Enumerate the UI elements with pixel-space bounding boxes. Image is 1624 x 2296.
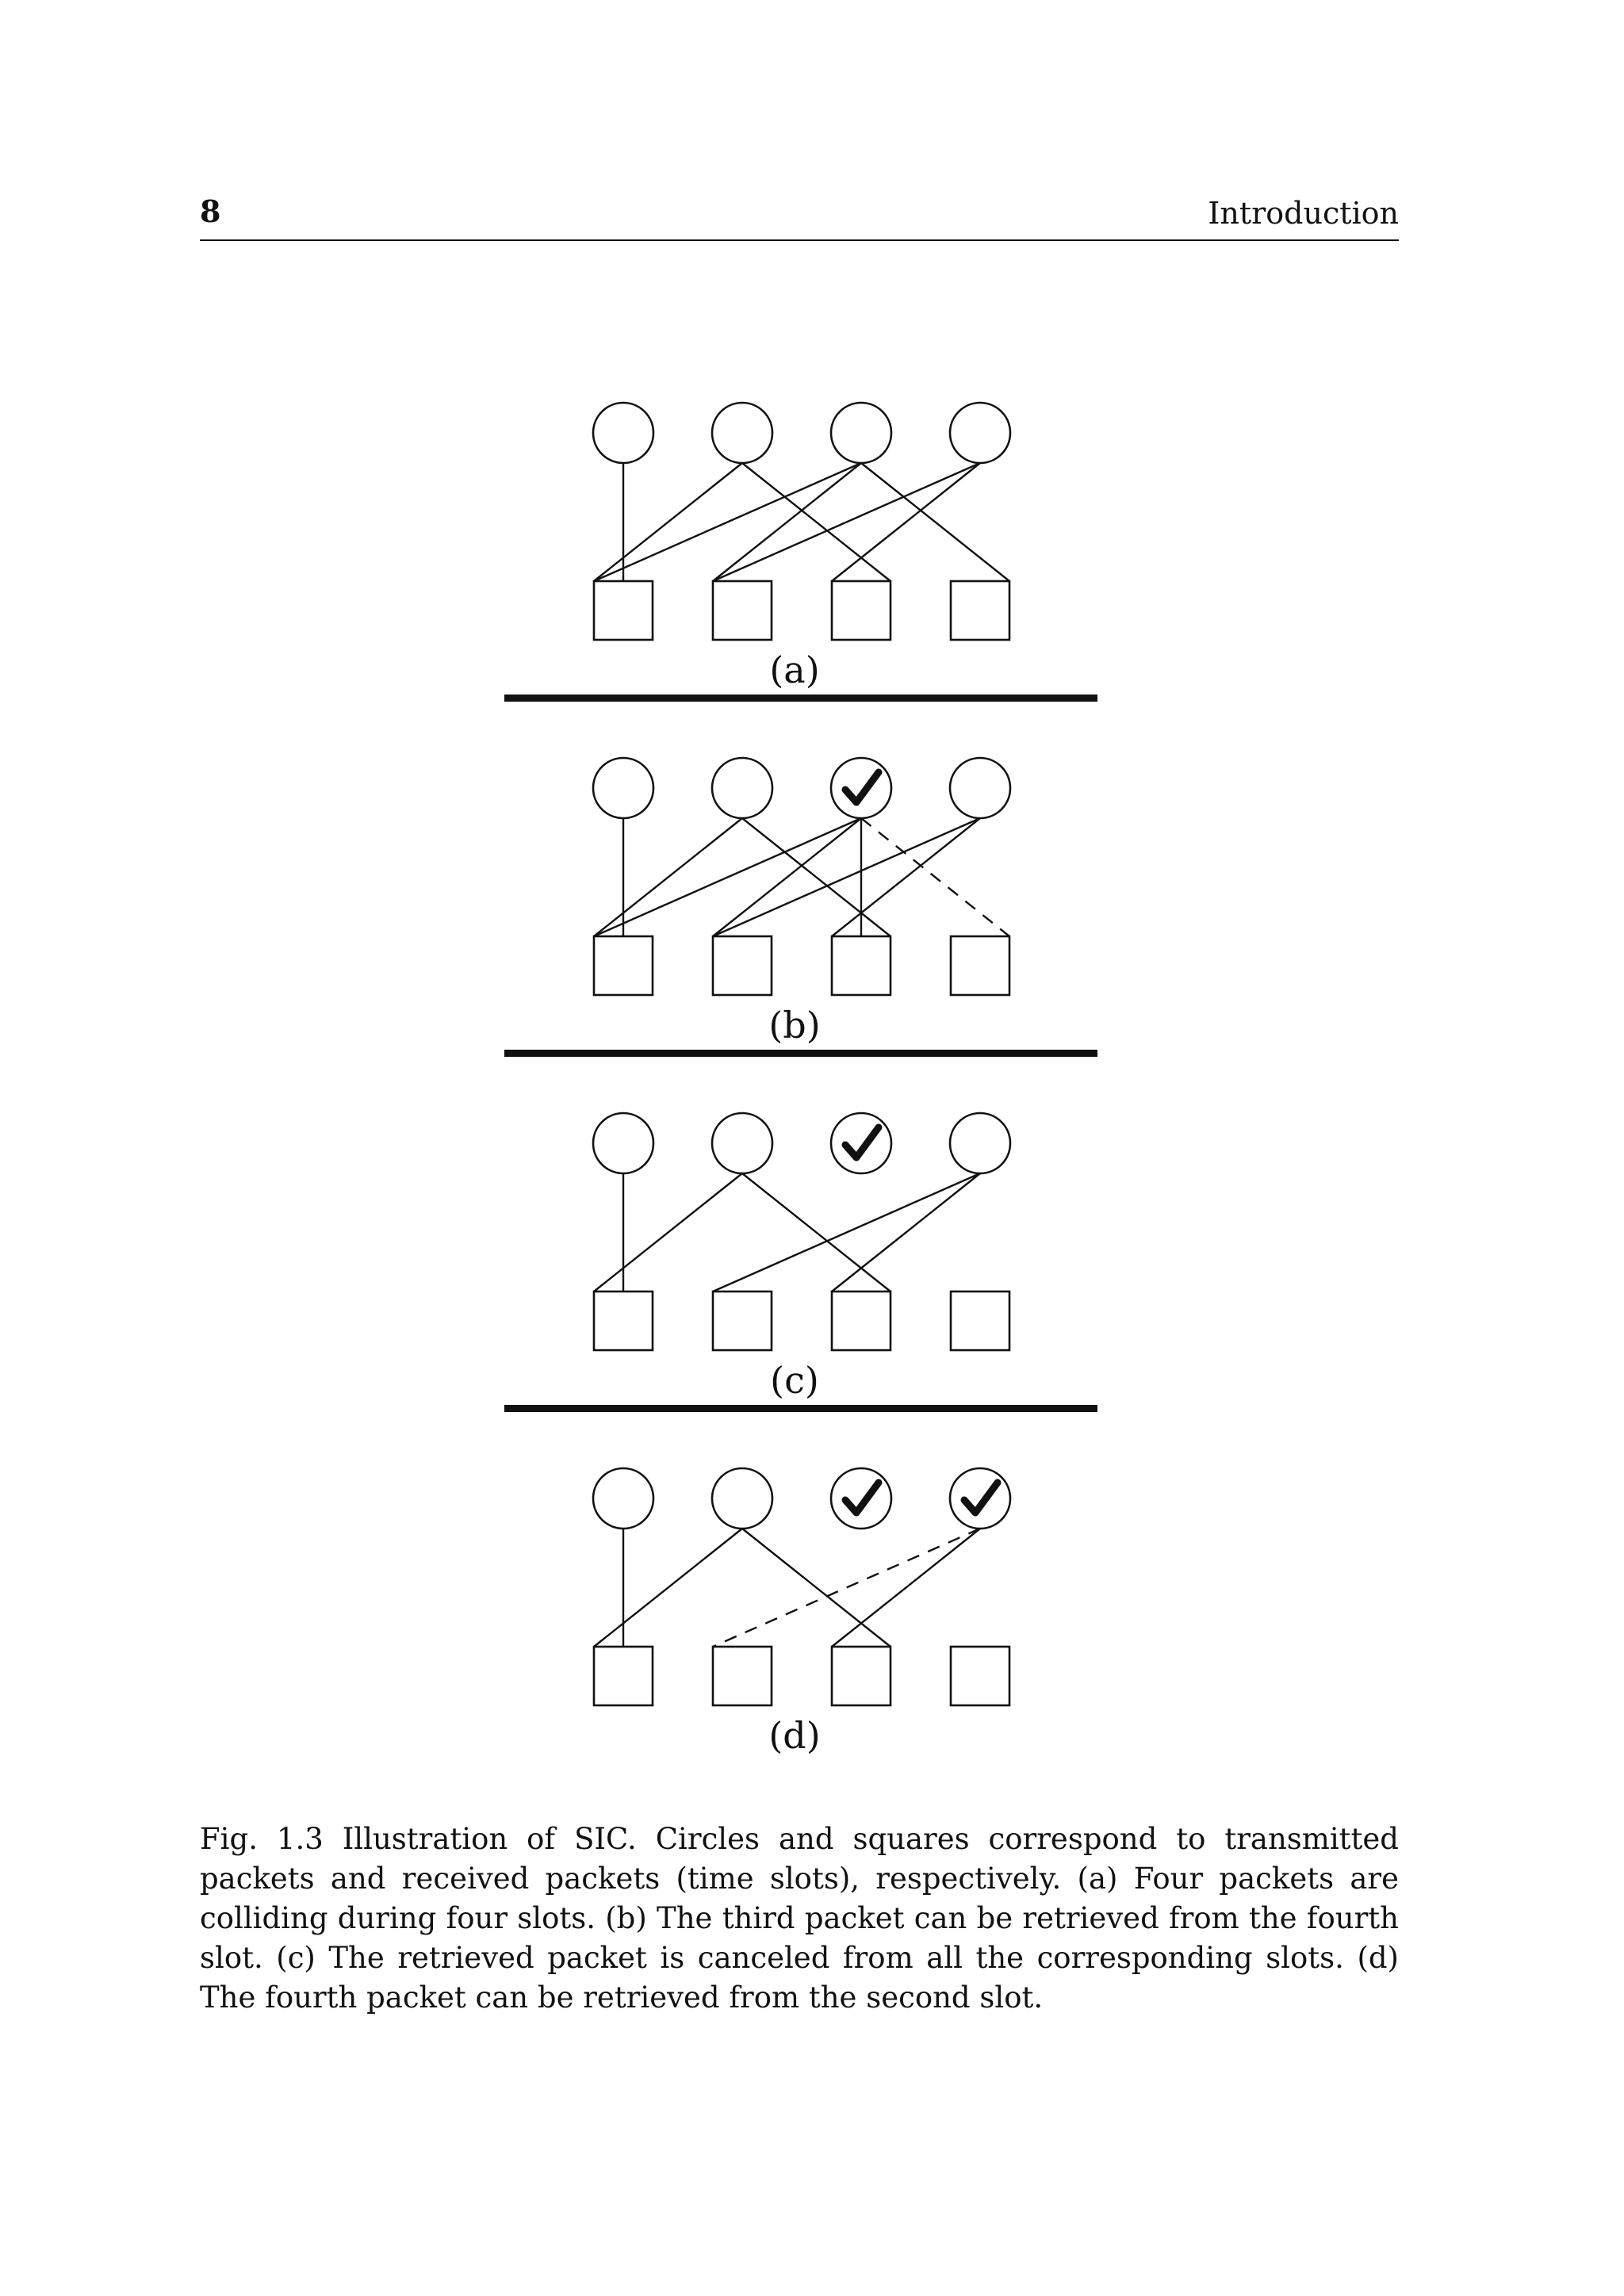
packet-circle-2 xyxy=(712,1113,772,1173)
slot-square-2 xyxy=(713,581,772,640)
panel-separator xyxy=(504,1405,1097,1412)
edge-packet-4-slot-2 xyxy=(713,1173,980,1292)
edge-packet-3-slot-2 xyxy=(713,463,861,581)
slot-square-4 xyxy=(951,936,1009,995)
packet-circle-3 xyxy=(831,1468,891,1529)
panel-separator xyxy=(504,1050,1097,1057)
header-rule xyxy=(200,239,1399,241)
slot-square-1 xyxy=(594,1647,653,1705)
edge-packet-2-slot-1 xyxy=(594,818,742,936)
edge-packet-3-slot-4 xyxy=(861,463,1009,581)
running-title: Introduction xyxy=(1208,196,1399,231)
check-icon xyxy=(845,1483,879,1513)
edge-packet-2-slot-1 xyxy=(594,463,742,581)
slot-square-1 xyxy=(594,1292,653,1350)
slot-square-1 xyxy=(594,581,653,640)
edge-packet-4-slot-3 xyxy=(832,463,980,581)
check-icon xyxy=(845,772,879,802)
packet-circle-4 xyxy=(950,1468,1010,1529)
packet-circle-2 xyxy=(712,1468,772,1529)
edge-packet-2-slot-3 xyxy=(742,1529,891,1647)
edge-packet-3-slot-1 xyxy=(594,463,861,581)
edge-packet-2-slot-3 xyxy=(742,1173,891,1292)
panel-label: (c) xyxy=(770,1359,819,1402)
check-icon xyxy=(964,1483,998,1513)
slot-square-4 xyxy=(951,1647,1009,1705)
packet-circle-1 xyxy=(593,758,653,818)
packet-circle-2 xyxy=(712,758,772,818)
slot-square-4 xyxy=(951,1292,1009,1350)
packet-circle-2 xyxy=(712,403,772,463)
panel-separator xyxy=(504,695,1097,702)
edge-packet-4-slot-3 xyxy=(832,1529,980,1647)
panel-label: (d) xyxy=(768,1714,821,1757)
packet-circle-1 xyxy=(593,1113,653,1173)
packet-circle-3 xyxy=(831,758,891,818)
slot-square-3 xyxy=(832,581,891,640)
edge-packet-2-slot-1 xyxy=(594,1173,742,1292)
packet-circle-3 xyxy=(831,1113,891,1173)
page-number: 8 xyxy=(200,193,221,229)
edge-packet-3-slot-1 xyxy=(594,818,861,936)
slot-square-2 xyxy=(713,1647,772,1705)
edge-packet-2-slot-3 xyxy=(742,818,891,936)
slot-square-4 xyxy=(951,581,1009,640)
edge-packet-4-slot-2-dashed xyxy=(713,1529,980,1647)
edge-packet-2-slot-3 xyxy=(742,463,891,581)
figure-caption: Fig. 1.3 Illustration of SIC. Circles and squares correspond to transmitted packets and received packets (time slots), respectively. (a) Four packets are colliding during four slots. (b) The third packet can be retrieved from the fourth slot. (c) The retrieved packet is canceled from all the corresponding slots. (d) The fourth packet can be retrieved from the second slot. xyxy=(200,1822,1399,2015)
packet-circle-4 xyxy=(950,1113,1010,1173)
edge-packet-3-slot-4-dashed xyxy=(861,818,1009,936)
edge-packet-3-slot-2 xyxy=(713,818,861,936)
packet-circle-4 xyxy=(950,758,1010,818)
slot-square-2 xyxy=(713,1292,772,1350)
check-icon xyxy=(845,1127,879,1158)
slot-square-2 xyxy=(713,936,772,995)
packet-circle-1 xyxy=(593,1468,653,1529)
edge-packet-2-slot-1 xyxy=(594,1529,742,1647)
packet-circle-3 xyxy=(831,403,891,463)
edge-packet-4-slot-3 xyxy=(832,818,980,936)
slot-square-3 xyxy=(832,936,891,995)
slot-square-1 xyxy=(594,936,653,995)
packet-circle-1 xyxy=(593,403,653,463)
slot-square-3 xyxy=(832,1292,891,1350)
edge-packet-4-slot-2 xyxy=(713,818,980,936)
panel-label: (b) xyxy=(768,1004,821,1047)
slot-square-3 xyxy=(832,1647,891,1705)
packet-circle-4 xyxy=(950,403,1010,463)
panel-label: (a) xyxy=(769,649,820,691)
edge-packet-4-slot-2 xyxy=(713,463,980,581)
edge-packet-4-slot-3 xyxy=(832,1173,980,1292)
